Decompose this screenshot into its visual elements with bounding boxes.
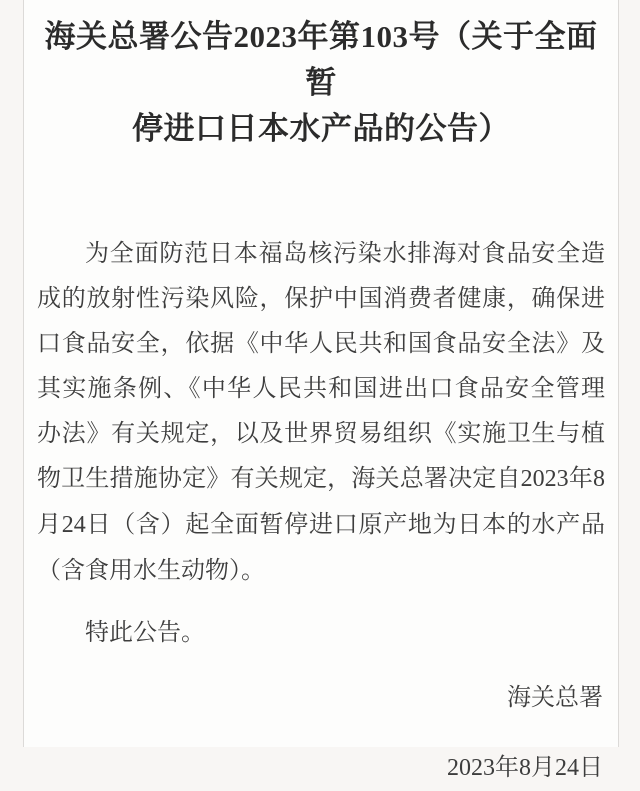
digit-run: 2023 <box>520 466 569 492</box>
signature-date: 2023年8月24日 <box>447 754 603 781</box>
digit-run: 8 <box>593 466 606 492</box>
title-line-2: 停进口日本水产品的公告） <box>132 111 510 146</box>
announcement-document <box>23 0 619 781</box>
body-line: 成的放射性污染风险，保护中国消费者健康，确保进 <box>37 285 605 312</box>
body-line: 物卫生措施协定》有关规定，海关总署决定自2023年8 <box>37 465 606 492</box>
digit-run: 24 <box>555 755 579 781</box>
body-line: 其实施条例、《中华人民共和国进出口食品安全管理 <box>37 375 605 402</box>
body-line: （含食用水生动物）。 <box>37 557 265 584</box>
digit-run: 2023 <box>233 19 298 54</box>
page-title <box>37 14 605 152</box>
title-line-1: 海关总署公告2023年第103号（关于全面暂 <box>44 19 598 100</box>
body-line: 为全面防范日本福岛核污染水排海对食品安全造 <box>85 240 605 267</box>
signature-issuer: 海关总署 <box>507 684 603 711</box>
body-line: 办法》有关规定，以及世界贸易组织《实施卫生与植 <box>37 420 605 447</box>
announcement-body <box>37 231 605 791</box>
digit-run: 2023 <box>447 755 495 781</box>
body-line: 月24日（含）起全面暂停进口原产地为日本的水产品 <box>37 511 606 538</box>
closing-line: 特此公告。 <box>85 619 205 646</box>
body-line: 口食品安全，依据《中华人民共和国食品安全法》及 <box>37 330 605 357</box>
digit-run: 24 <box>61 512 86 538</box>
digit-run: 8 <box>519 755 531 781</box>
digit-run: 103 <box>360 19 409 54</box>
